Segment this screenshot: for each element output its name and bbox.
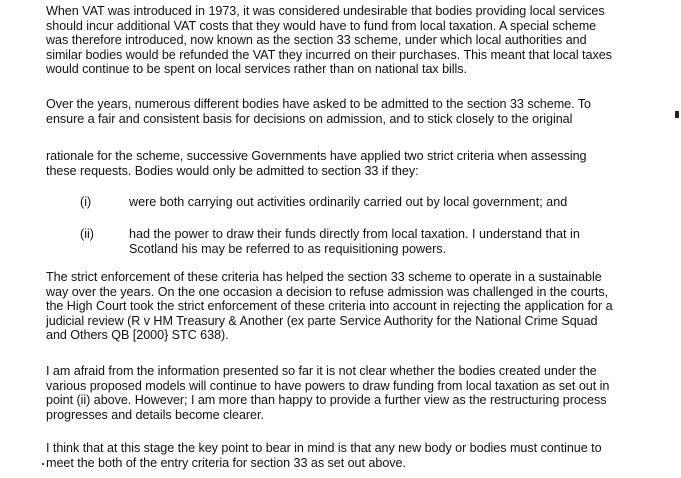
text-line: the High Court took the strict enforcement of these criteria into account in rejecting the application for a <box>46 299 613 314</box>
text-line: and Others QB [2000} STC 638). <box>46 328 229 343</box>
paragraph-proposed-models <box>46 364 671 422</box>
text-line: way over the years. On the one occasion a decision to refuse admission was challenged in the courts, <box>46 284 609 299</box>
paragraph-criteria-intro <box>46 149 671 178</box>
paragraph-enforcement <box>46 270 671 343</box>
text-line: progresses and details become clearer. <box>46 407 264 422</box>
criterion-number: (i) <box>80 195 92 209</box>
text-line: ensure a fair and consistent basis for decisions on admission, and to stick closely to the original <box>46 111 573 126</box>
text-line: would continue to be spent on local services rather than on national tax bills. <box>46 62 467 77</box>
text-line: various proposed models will continue to have powers to draw funding from local taxation as set out in <box>46 378 610 393</box>
criterion-text <box>129 195 649 210</box>
text-line: point (ii) above. However; I am more than happy to provide a further view as the restructuring process <box>46 393 607 408</box>
text-line: judicial review (R v HM Treasury & Another (ex parte Service Authority for the National Crime Squad <box>46 313 598 328</box>
margin-dot <box>42 463 44 465</box>
paragraph-key-point <box>46 441 671 470</box>
text-line: I think that at this stage the key point to bear in mind is that any new body or bodies must continue to <box>46 441 602 455</box>
text-line: I am afraid from the information presented so far it is not clear whether the bodies created under the <box>46 364 597 378</box>
paragraph-admission-requests <box>46 97 671 126</box>
text-line: was therefore introduced, now known as the section 33 scheme, under which local authorities and <box>46 33 587 48</box>
text-line: these requests. Bodies would only be admitted to section 33 if they: <box>46 163 419 178</box>
text-line: The strict enforcement of these criteria has helped the section 33 scheme to operate in a sustainable <box>46 270 602 284</box>
paragraph-vat-introduction <box>46 4 671 77</box>
text-line: should incur additional VAT costs that they would have to fund from local taxation. A special scheme <box>46 18 597 33</box>
margin-mark <box>675 111 679 118</box>
text-line: had the power to draw their funds directly from local taxation. I understand that in <box>129 227 580 241</box>
text-line: were both carrying out activities ordinarily carried out by local government; and <box>129 195 568 209</box>
text-line: similar bodies would be refunded the VAT they incurred on their purchases. This meant that local taxes <box>46 47 612 62</box>
criterion-text <box>129 227 649 256</box>
text-line: rationale for the scheme, successive Governments have applied two strict criteria when assessing <box>46 149 587 163</box>
text-line: Over the years, numerous different bodies have asked to be admitted to the section 33 scheme. To <box>46 97 591 111</box>
text-line: meet the both of the entry criteria for section 33 as set out above. <box>46 455 406 470</box>
criterion-number: (ii) <box>80 227 94 241</box>
text-line: When VAT was introduced in 1973, it was considered undesirable that bodies providing local services <box>46 4 605 18</box>
text-line: Scotland his may be referred to as requisitioning powers. <box>129 241 447 256</box>
